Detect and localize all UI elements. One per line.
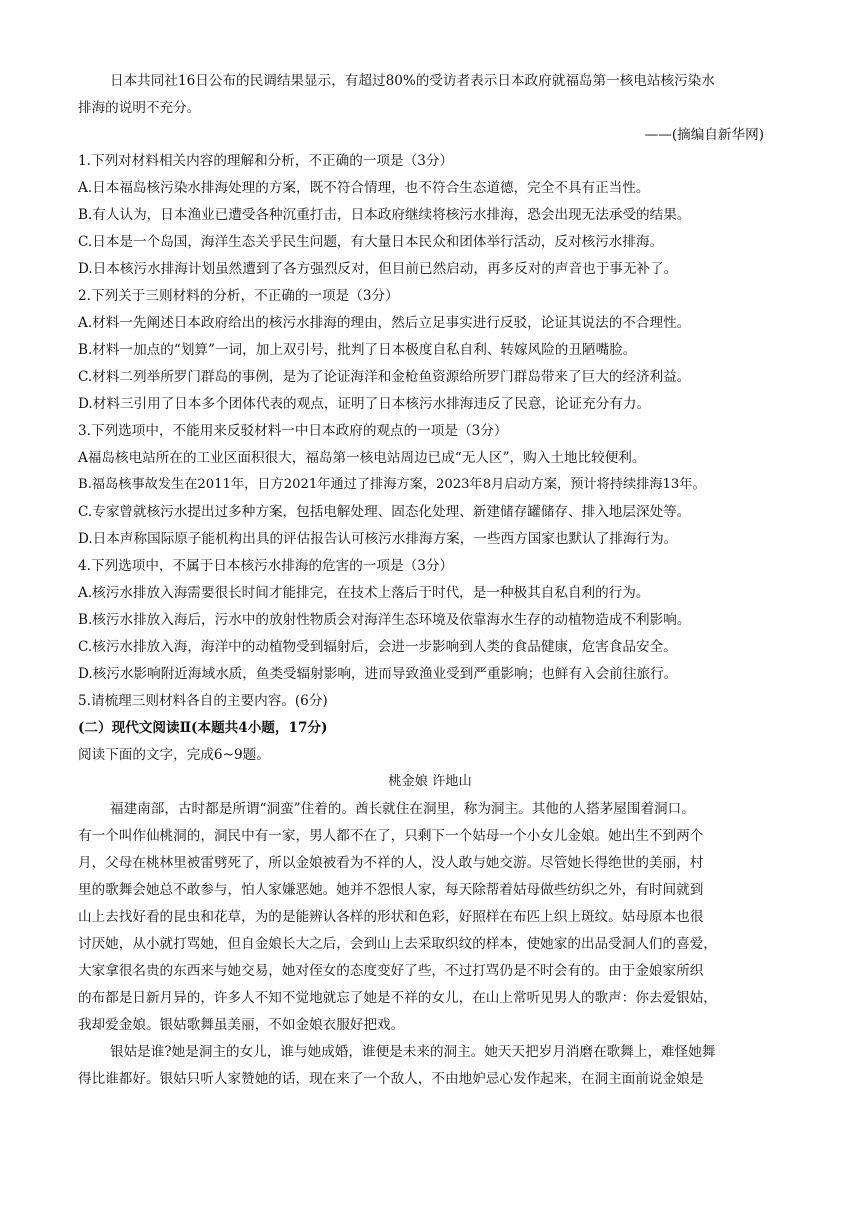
section-instruction: 阅读下面的文字，完成6~9题。 [78, 747, 270, 763]
question-option: D.日本核污水排海计划虽然遭到了各方强烈反对，但目前已然启动，再多反对的声音也于事无补了。 [78, 261, 678, 277]
story-line: 得比谁都好。银姑只听人家赞她的话，现在来了一个敌人，不由地妒忌心发作起来，在洞主面前说金娘是 [78, 1071, 704, 1087]
story-line: 大家拿很名贵的东西来与她交易，她对侄女的态度变好了些，不过打骂仍是不时会有的。由于金娘家所织 [78, 963, 704, 979]
story-line: 银姑是谁?她是洞主的女儿，谁与她成婚，谁便是未来的洞主。她天天把岁月消磨在歌舞上，难怪她舞 [110, 1044, 716, 1060]
question-option: A.材料一先阐述日本政府给出的核污水排海的理由，然后立足事实进行反驳，论证其说法的不合理性。 [78, 315, 691, 331]
story-title: 桃金娘 许地山 [388, 774, 472, 789]
question-stem: 3.下列选项中，不能用来反驳材料一中日本政府的观点的一项是（3分） [78, 423, 508, 439]
passage-source: ——(摘编自新华网) [644, 127, 764, 143]
question-option: B.核污水排放入海后，污水中的放射性物质会对海洋生态环境及依靠海水生存的动植物造成不利影响。 [78, 612, 691, 628]
question-stem: 1.下列对材料相关内容的理解和分析，不正确的一项是（3分） [78, 153, 454, 169]
question-option: A.核污水排放入海需要很长时间才能排完，在技术上落后于时代，是一种极其自私自利的行为。 [78, 585, 650, 601]
story-line: 月，父母在桃林里被雷劈死了，所以金娘被看为不祥的人，没人敢与她交游。尽管她长得绝世的美丽，村 [78, 855, 704, 871]
question-option: A.日本福岛核污染水排海处理的方案，既不符合情理，也不符合生态道德，完全不具有正当性。 [78, 180, 650, 196]
question-option: B.材料一加点的“划算”一词，加上双引号，批判了日本极度自私自利、转嫁风险的丑陋嘴脸。 [78, 342, 637, 358]
question-option: C.专家曾就核污水提出过多种方案，包括电解处理、固态化处理、新建储存罐储存、排入地层深处等。 [78, 504, 691, 520]
story-line: 讨厌她，从小就打骂她，但自金娘长大之后，会到山上去采取织纹的样本，使她家的出品受洞人们的喜爱， [78, 936, 717, 952]
story-line: 里的歌舞会她总不敢参与，怕人家嫌恶她。她并不怨恨人家，每天除帮着姑母做些纺织之外，有时间就到 [78, 882, 704, 898]
question-option: D.核污水影响附近海域水质，鱼类受辐射影响，进而导致渔业受到严重影响；也鲜有入会前往旅行。 [78, 666, 678, 682]
story-line: 的布都是日新月异的，许多人不知不觉地就忘了她是不祥的女儿，在山上常听见男人的歌声：你去爱银姑， [78, 990, 717, 1006]
question-option: C.核污水排放入海，海洋中的动植物受到辐射后，会进一步影响到人类的食品健康，危害食品安全。 [78, 639, 677, 655]
section-heading: (二）现代文阅读Ⅱ(本题共4小题，17分) [78, 720, 328, 736]
story-line: 福建南部，古时都是所谓“洞蛮”住着的。酋长就住在洞里，称为洞主。其他的人搭茅屋围着洞口。 [110, 801, 695, 817]
passage-line: 日本共同社16日公布的民调结果显示，有超过80%的受访者表示日本政府就福岛第一核电站核污染水 [110, 73, 715, 89]
story-line: 山上去找好看的昆虫和花草，为的是能辨认各样的形状和色彩，好照样在布匹上织上斑纹。姑母原本也很 [78, 909, 704, 925]
question-stem: 5.请梳理三则材料各自的主要内容。(6分) [78, 693, 328, 709]
story-line: 有一个叫作仙桃洞的，洞民中有一家，男人都不在了，只剩下一个姑母一个小女儿金娘。她出生不到两个 [78, 828, 704, 844]
question-stem: 2.下列关于三则材料的分析，不正确的一项是（3分） [78, 288, 399, 304]
question-stem: 4.下列选项中，不属于日本核污水排海的危害的一项是（3分） [78, 558, 454, 574]
story-line: 我却爱金娘。银姑歌舞虽美丽，不如金娘衣服好把戏。 [78, 1017, 405, 1033]
passage-line: 排海的说明不充分。 [78, 100, 201, 116]
question-option: B.福岛核事故发生在2011年，日方2021年通过了排海方案，2023年8月启动方案，预计将持续排海13年。 [78, 477, 706, 492]
question-option: A福岛核电站所在的工业区面积很大，福岛第一核电站周边已成“无人区”，购入土地比较便利。 [78, 450, 646, 466]
question-option: D.材料三引用了日本多个团体代表的观点，证明了日本核污水排海违反了民意，论证充分有力。 [78, 396, 651, 412]
question-option: B.有人认为，日本渔业已遭受各种沉重打击，日本政府继续将核污水排海，恐会出现无法承受的结果。 [78, 207, 691, 223]
question-option: D.日本声称国际原子能机构出具的评估报告认可核污水排海方案，一些西方国家也默认了排海行为。 [78, 531, 678, 547]
question-option: C.日本是一个岛国，海洋生态关乎民生问题，有大量日本民众和团体举行活动，反对核污水排海。 [78, 234, 664, 250]
question-option: C.材料二列举所罗门群岛的事例，是为了论证海洋和金枪鱼资源给所罗门群岛带来了巨大的经济利益。 [78, 369, 691, 385]
